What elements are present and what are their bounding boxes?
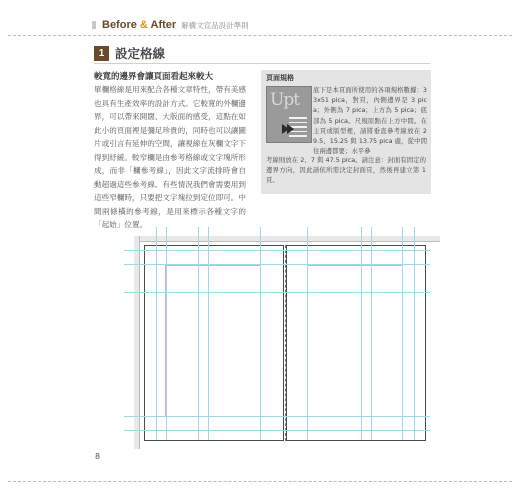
section-number-badge: 1 bbox=[94, 46, 109, 61]
arrow-icon bbox=[287, 124, 294, 134]
right-page-margin-box bbox=[307, 265, 403, 417]
left-page-margin-box bbox=[165, 265, 261, 417]
header-rule bbox=[8, 35, 512, 36]
vertical-guide bbox=[156, 227, 157, 440]
page-thumbnail bbox=[266, 86, 312, 143]
vertical-guide bbox=[361, 227, 362, 440]
horizontal-guide bbox=[124, 264, 430, 265]
vertical-guide bbox=[208, 227, 209, 440]
sidebar-text-lower: 考線則放在 2、7 與 47.5 pica。請注意：封面有固定的邊界方向，因此請依所需決定封面頁，然後再建立第 1 頁。 bbox=[266, 156, 426, 185]
header-marker bbox=[92, 21, 96, 29]
spread-grid-figure bbox=[134, 236, 440, 449]
section-title: 設定格線 bbox=[115, 46, 166, 61]
thumbnail-logo: Upt bbox=[270, 90, 300, 110]
left-ruler bbox=[134, 236, 140, 449]
book-subtitle: 解構文宣品設計準則 bbox=[181, 20, 249, 30]
vertical-guide bbox=[166, 227, 167, 440]
footer-rule bbox=[8, 481, 512, 482]
vertical-guide bbox=[260, 227, 261, 440]
horizontal-guide bbox=[124, 292, 430, 293]
vertical-guide bbox=[307, 227, 308, 440]
vertical-guide bbox=[198, 227, 199, 440]
section-heading bbox=[94, 44, 165, 62]
body-paragraph: 單欄格線是用來配合各種文章特性，帶有美感也具有生產效率的設計方式。它較寬的外欄邊界，可以帶來開闊、大版面的感受，這點在如此小的頁面裡是彌足珍貴的，同時也可以讓圖片或引言有延伸的空間，讓視線在灰欄文字下得到紓緩。較窄欄是由參考格線或文字塊所形成，而非「欄參考線」，因此文字流排時會自動超過這些參考線。有些情況我們會需要用到這些窄欄時，只要把文字塊拉到定位即可。中間兩條橫的參考線，是用來標示各種文字的「起始」位置。 bbox=[94, 85, 246, 229]
page-number: 8 bbox=[95, 452, 101, 461]
lead-title: 較寬的邊界會讓頁面看起來較大 bbox=[94, 72, 214, 82]
sidebar-title: 頁面規格 bbox=[266, 74, 294, 82]
section-rule bbox=[94, 63, 430, 64]
left-page bbox=[144, 245, 284, 441]
vertical-guide bbox=[371, 227, 372, 440]
horizontal-guide bbox=[124, 250, 430, 251]
spread-spine bbox=[285, 245, 286, 441]
book-title-after: After bbox=[147, 19, 177, 31]
horizontal-guide bbox=[124, 416, 430, 417]
running-header bbox=[92, 18, 249, 32]
book-title-before: Before bbox=[102, 19, 140, 31]
book-title-ampersand: & bbox=[139, 19, 148, 31]
vertical-guide bbox=[402, 227, 403, 440]
top-ruler bbox=[134, 236, 440, 242]
page-spec-sidebar bbox=[261, 70, 431, 194]
book-title bbox=[102, 19, 176, 31]
vertical-guide bbox=[414, 227, 415, 440]
horizontal-guide bbox=[124, 430, 430, 431]
sidebar-text-upper: 底下是本頁面所使用的各項規格數據：33x51 pica，對頁，內側邊界是 3 pica；外側為 7 pica；上方為 5 pica；底部為 5 pica。尺規原點在上方中間。在主頁或版型裡，請將垂直參考線放在 29.5、15.25 與 13.75 pica 處，從中間往兩邊都要；水平參 bbox=[313, 86, 427, 156]
